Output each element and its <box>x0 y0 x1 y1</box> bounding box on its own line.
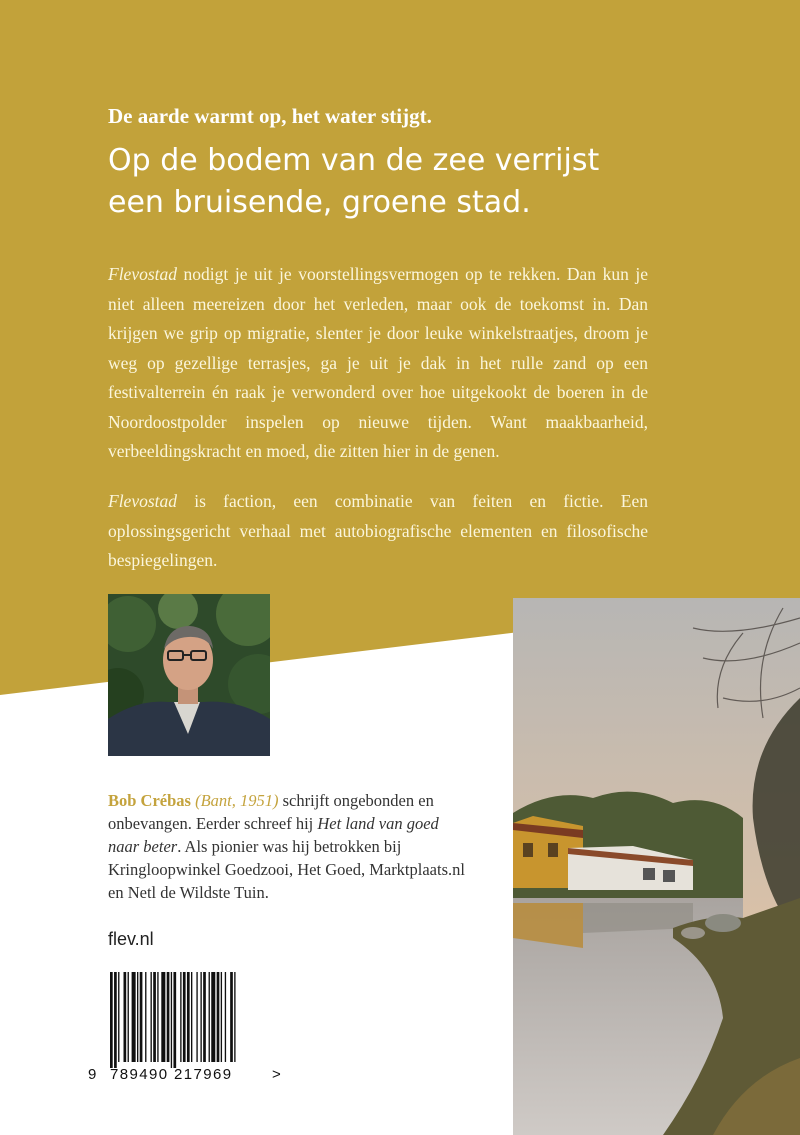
blurb-paragraph <box>108 260 648 467</box>
headline <box>108 140 728 224</box>
tagline: De aarde warmt op, het water stijgt. <box>108 104 432 128</box>
headline-line: Op de bodem van de zee verrijst <box>108 143 600 178</box>
author-dates: (Bant, 1951) <box>195 791 279 810</box>
isbn-lead-digit: 9 <box>88 1066 97 1083</box>
bio-text: schrijft ongebonden en onbevangen. Eerder schreef hij <box>108 791 434 833</box>
website-url: flev.nl <box>108 929 154 949</box>
book-title: Flevostad <box>108 264 178 284</box>
author-bio <box>108 789 468 904</box>
blurb-paragraph <box>108 487 648 576</box>
blurb-text: is faction, een combinatie van feiten en fictie. Een oplossingsgericht verhaal met autobiografische elementen en filosofische bespiegelingen. <box>108 491 648 570</box>
author-photo <box>108 594 270 756</box>
lakeside-photo <box>513 598 800 1135</box>
bio-text: . Als pionier was hij betrokken bij Kringloopwinkel Goedzooi, Het Goed, Marktplaats.nl en Netl de Wildste Tuin. <box>108 837 465 902</box>
isbn-arrow: > <box>272 1066 282 1083</box>
book-title: Flevostad <box>108 491 178 511</box>
blurb-text: nodigt je uit je voorstellingsvermogen op te rekken. Dan kun je niet alleen meereizen door het verleden, maar ook de toekomst in. Dan krijgen we grip op migratie, slenter je door leuke winkelstraatjes, droom je weg op gezellige terrasjes, ga je uit je dak in het rulle zand op een festivalterrein én raak je verwonderd over hoe uitgekookt de boeren in de Noordoostpolder inspelen op nieuwe tijden. Want maakbaarheid, verbeeldingskracht en moed, die zitten hier in de genen. <box>108 264 648 461</box>
headline-line: een bruisende, groene stad. <box>108 185 531 220</box>
isbn-digits: 789490 217969 <box>110 1066 233 1083</box>
previous-book-title: Het land van goed naar beter <box>108 814 439 856</box>
author-name: Bob Crébas <box>108 791 191 810</box>
